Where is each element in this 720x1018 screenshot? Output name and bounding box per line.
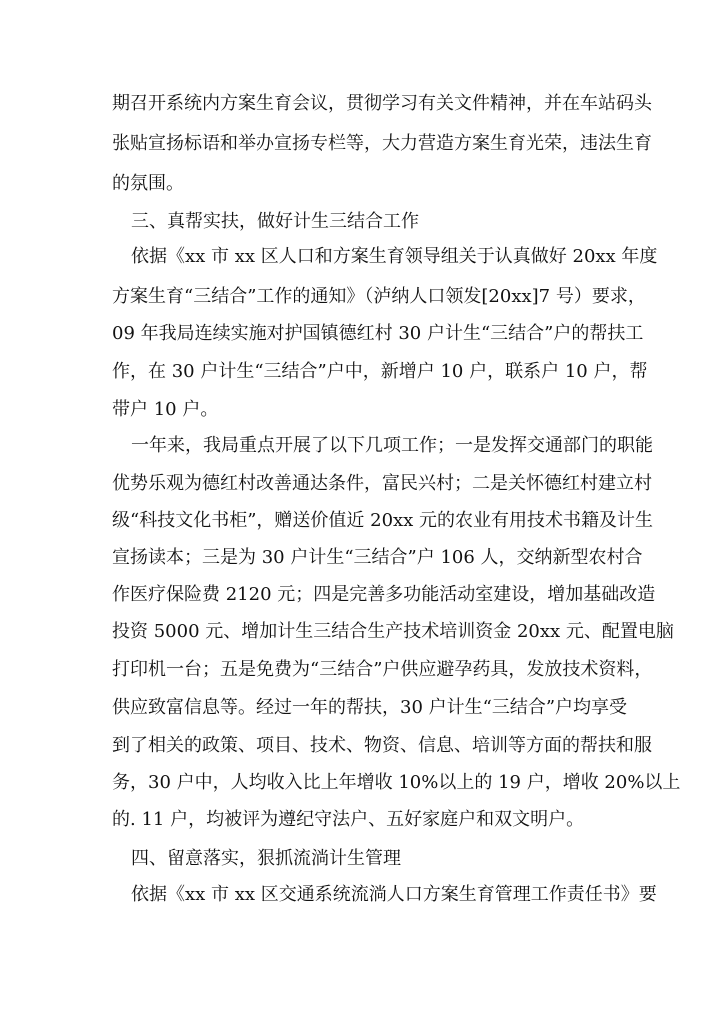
text-line	[0, 546, 720, 586]
line-text: 一年来，我局重点开展了以下几项工作；一是发挥交通部门的职能	[131, 435, 653, 456]
line-text: 务，30 户中，人均收入比上年增收 10%以上的 19 户，增收 20%以上	[112, 772, 681, 793]
line-text: 的氛围。	[112, 173, 184, 194]
line-text: 的. 11 户，均被评为遵纪守法户、五好家庭户和双文明户。	[112, 809, 585, 830]
text-line	[0, 132, 720, 172]
line-text: 投资 5000 元、增加计生三结合生产技术培训资金 20xx 元、配置电脑	[112, 621, 674, 642]
line-text: 张贴宣扬标语和举办宣扬专栏等，大力营造方案生育光荣，违法生育	[112, 133, 652, 154]
line-text: 作医疗保险费 2120 元；四是完善多功能活动室建设，增加基础改造	[112, 584, 656, 605]
line-text: 打印机一台；五是免费为“三结合”户供应避孕药具，发放技术资料，	[112, 659, 653, 680]
text-line	[0, 360, 720, 400]
line-text: 方案生育“三结合”工作的通知》（泸纳人口领发[20xx]7 号）要求，	[112, 286, 646, 307]
line-text: 期召开系统内方案生育会议，贯彻学习有关文件精神，并在车站码头	[112, 93, 652, 114]
line-text: 依据《xx 市 xx 区交通系统流淌人口方案生育管理工作责任书》要	[131, 884, 657, 905]
line-text: 优势乐观为德红村改善通达条件，富民兴村；二是关怀德红村建立村	[112, 473, 652, 494]
text-line	[0, 509, 720, 549]
text-line	[0, 398, 720, 438]
line-text: 09 年我局连续实施对护国镇德红村 30 户计生“三结合”户的帮扶工	[112, 323, 644, 344]
text-line	[0, 92, 720, 132]
text-line	[0, 322, 720, 362]
text-line	[0, 245, 720, 285]
text-line	[0, 658, 720, 698]
section-heading	[0, 210, 720, 250]
line-text: 到了相关的政策、项目、技术、物资、信息、培训等方面的帮扶和服	[112, 735, 652, 756]
text-line	[0, 583, 720, 623]
text-line	[0, 434, 720, 474]
text-line	[0, 734, 720, 774]
text-line	[0, 883, 720, 923]
line-text: 带户 10 户。	[112, 399, 219, 420]
text-line	[0, 620, 720, 660]
text-line	[0, 808, 720, 848]
line-text: 级“科技文化书柜”，赠送价值近 20xx 元的农业有用技术书籍及计生	[112, 510, 654, 531]
text-line	[0, 285, 720, 325]
text-line	[0, 472, 720, 512]
line-text: 宣扬读本；三是为 30 户计生“三结合”户 106 人，交纳新型农村合	[112, 547, 643, 568]
text-line	[0, 696, 720, 736]
line-text: 依据《xx 市 xx 区人口和方案生育领导组关于认真做好 20xx 年度	[131, 246, 658, 267]
heading-text: 三、真帮实扶，做好计生三结合工作	[131, 211, 419, 232]
text-line	[0, 771, 720, 811]
section-heading	[0, 847, 720, 887]
text-line	[0, 172, 720, 212]
heading-text: 四、留意落实，狠抓流淌计生管理	[131, 848, 401, 869]
line-text: 作，在 30 户计生“三结合”户中，新增户 10 户，联系户 10 户，帮	[112, 361, 648, 382]
line-text: 供应致富信息等。经过一年的帮扶，30 户计生“三结合”户均享受	[112, 697, 628, 718]
